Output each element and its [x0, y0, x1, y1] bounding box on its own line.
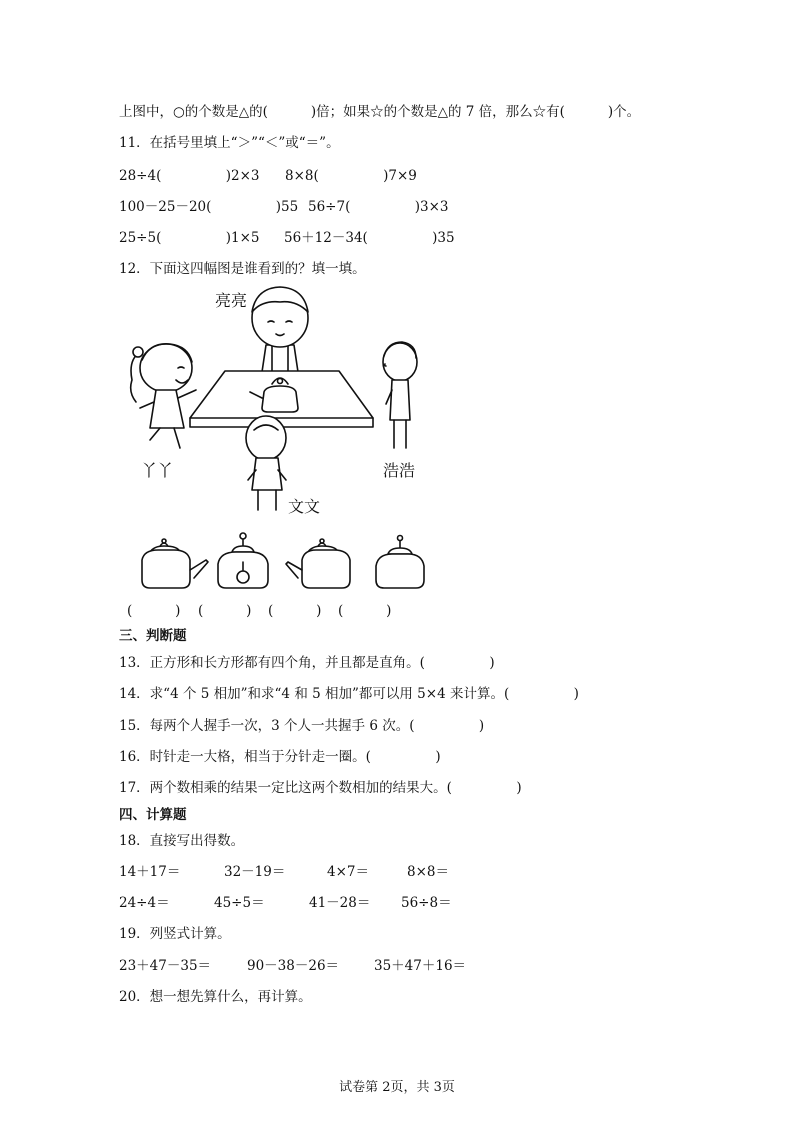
judge-item: 14．求“4 个 5 相加”和求“4 和 5 相加”都可以用 5×4 来计算。( ) — [119, 686, 579, 702]
name-yaya: 丫丫 — [141, 461, 174, 480]
judge-item: 16．时针走一大格，相当于分针走一圈。( ) — [119, 749, 441, 765]
q11-title: 11．在括号里填上“＞”“＜”或“＝”。 — [119, 135, 340, 151]
page-footer: 试卷第 2页，共 3页 — [339, 1080, 455, 1095]
judge-item: 17．两个数相乘的结果一定比这两个数相加的结果大。( ) — [119, 780, 522, 796]
answer-paren-3: ( ) — [268, 603, 322, 619]
q19-item: 90－38－26＝ — [247, 958, 340, 974]
q18-item: 4×7＝ — [327, 864, 369, 880]
q18-item: 24÷4＝ — [119, 895, 170, 911]
section-3-title: 三、判断题 — [119, 628, 187, 644]
q18-item: 41－28＝ — [309, 895, 371, 911]
answer-paren-2: ( ) — [198, 603, 252, 619]
q18-item: 56÷8＝ — [401, 895, 452, 911]
q11-item: 56＋12－34( )35 — [284, 230, 455, 246]
teapot-view-4 — [376, 536, 424, 589]
q18-item: 8×8＝ — [407, 864, 449, 880]
q20-title: 20．想一想先算什么，再计算。 — [119, 989, 312, 1005]
q19-item: 35＋47＋16＝ — [374, 958, 467, 974]
q18-item: 14＋17＝ — [119, 864, 181, 880]
q11-item: 8×8( )7×9 — [285, 168, 417, 184]
section-4-title: 四、计算题 — [119, 807, 187, 823]
name-liangliang: 亮亮 — [215, 291, 248, 310]
q18-item: 32－19＝ — [224, 864, 286, 880]
judge-item: 15．每两个人握手一次，3 个人一共握手 6 次。( ) — [119, 718, 485, 734]
q12-title: 12．下面这四幅图是谁看到的？填一填。 — [119, 261, 366, 277]
child-haohao-figure — [383, 342, 417, 448]
q11-item: 56÷7( )3×3 — [308, 199, 449, 215]
q19-title: 19．列竖式计算。 — [119, 926, 231, 942]
child-liangliang-figure — [252, 287, 308, 372]
child-yaya-figure — [131, 344, 196, 448]
answer-paren-4: ( ) — [338, 603, 392, 619]
q11-item: 28÷4( )2×3 — [119, 168, 260, 184]
teapot-view-1 — [142, 539, 208, 588]
answer-paren-1: ( ) — [127, 603, 181, 619]
q11-item: 25÷5( )1×5 — [119, 230, 260, 246]
name-wenwen: 文文 — [288, 497, 321, 516]
q18-item: 45÷5＝ — [214, 895, 265, 911]
judge-item: 13．正方形和长方形都有四个角，并且都是直角。( ) — [119, 655, 495, 671]
q18-title: 18．直接写出得数。 — [119, 833, 245, 849]
q19-item: 23＋47－35＝ — [119, 958, 212, 974]
teapot-view-2 — [218, 533, 268, 588]
child-wenwen-figure — [246, 416, 286, 510]
name-haohao: 浩浩 — [383, 461, 416, 480]
q11-item: 100－25－20( )55 — [119, 199, 299, 215]
q10-tail-text: 上图中，○的个数是△的( )倍；如果☆的个数是△的 7 倍，那么☆有( )个。 — [119, 104, 641, 120]
teapot-view-3 — [286, 539, 350, 588]
